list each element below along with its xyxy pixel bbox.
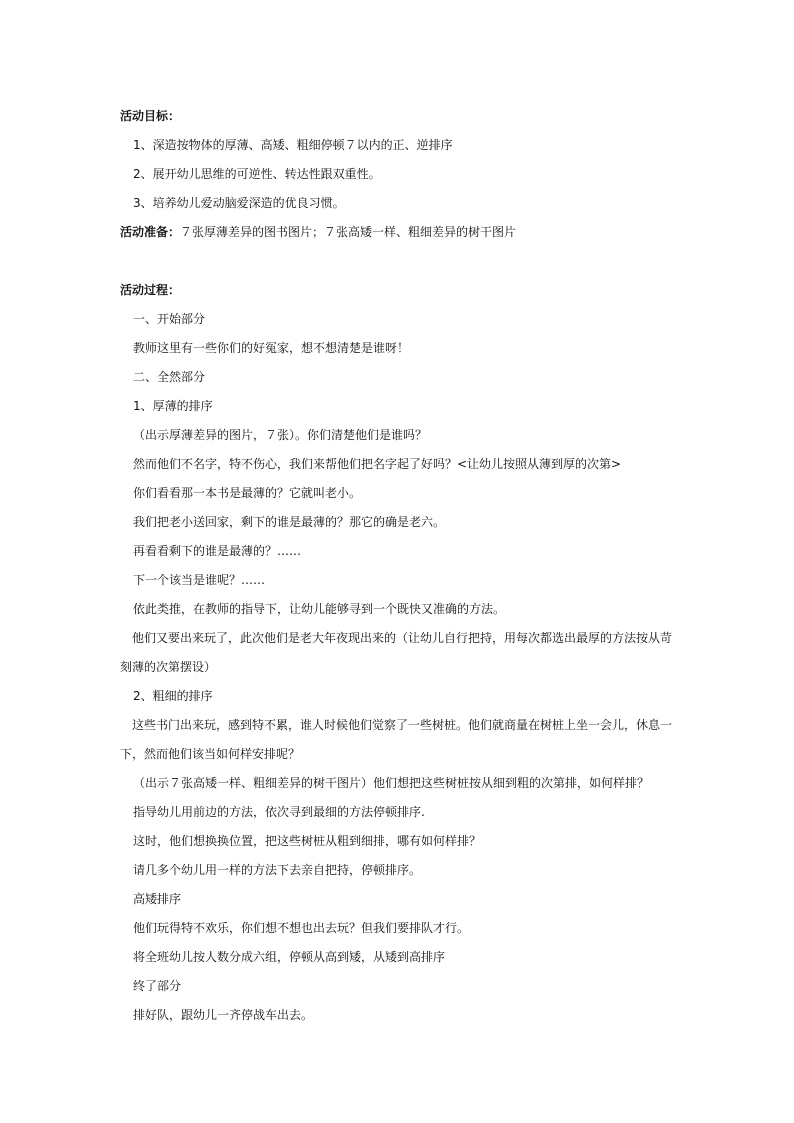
activity-preparation-value: ７张厚薄差异的图书图片；７张高矮一样、粗细差异的树干图片 <box>180 225 517 239</box>
process-line-1: 一、开始部分 <box>133 312 206 326</box>
process-line-21: 将全班幼儿按人数分成六组，停顿从高到矮，从矮到高排序 <box>133 950 446 964</box>
process-line-15: （出示７张高矮一样、粗细差异的树干图片）他们想把这些树桩按从细到粗的次第排，如何样排？ <box>133 776 650 790</box>
process-line-17: 这时，他们想换换位置，把这些树桩从粗到细排，哪有如何样排？ <box>133 834 482 848</box>
process-line-16: 指导幼儿用前边的方法，依次寻到最细的方法停顿排序. <box>133 805 425 819</box>
activity-preparation <box>120 218 680 247</box>
process-line-4: 1、厚薄的排序 <box>133 399 213 413</box>
process-line-7: 你们看看那一本书是最薄的？它就叫老小。 <box>133 486 362 500</box>
activity-preparation-label: 活动准备： <box>120 225 181 239</box>
process-line-13: 2、粗细的排序 <box>133 689 213 703</box>
process-line-11: 依此类推，在教师的指导下，让幼儿能够寻到一个既快又准确的方法。 <box>133 602 506 616</box>
document-body <box>120 102 680 1030</box>
process-line-3: 二、全然部分 <box>133 370 206 384</box>
process-line-19: 高矮排序 <box>133 892 182 906</box>
process-line-14: 这些书门出来玩，感到特不累，谁人时候他们觉察了一些树桩。他们就商量在树桩上坐一会儿，休息一下，然而他们该当如何样安排呢？ <box>120 718 673 761</box>
section-spacer <box>120 247 680 276</box>
process-line-12: 他们又要出来玩了，此次他们是老大年夜现出来的（让幼儿自行把持，用每次都选出最厚的方法按从苛刻薄的次第摆设） <box>120 631 673 674</box>
goal-item-1: 1、深造按物体的厚薄、高矮、粗细停顿７以内的正、逆排序 <box>133 138 453 152</box>
activity-process-heading: 活动过程： <box>120 283 181 297</box>
process-line-18: 请几多个幼儿用一样的方法下去亲自把持，停顿排序。 <box>133 863 422 877</box>
process-line-5: （出示厚薄差异的图片，７张）。你们清楚他们是谁吗？ <box>133 428 428 442</box>
process-line-20: 他们玩得特不欢乐，你们想不想也出去玩？但我们要排队才行。 <box>133 921 470 935</box>
process-line-8: 我们把老小送回家，剩下的谁是最薄的？那它的确是老六。 <box>133 515 446 529</box>
process-line-23: 排好队，跟幼儿一齐停战车出去。 <box>133 1008 314 1022</box>
process-line-10: 下一个该当是谁呢？…… <box>133 573 266 587</box>
process-line-6: 然而他们不名字，特不伤心，我们来帮他们把名字起了好吗？<让幼儿按照从薄到厚的次第> <box>133 457 622 471</box>
process-line-22: 终了部分 <box>133 979 182 993</box>
goal-item-2: 2、展开幼儿思维的可逆性、转达性跟双重性。 <box>133 167 381 181</box>
goal-item-3: 3、培养幼儿爱动脑爱深造的优良习惯。 <box>133 196 345 210</box>
process-line-9: 再看看剩下的谁是最薄的？…… <box>133 544 302 558</box>
process-line-2: 教师这里有一些你们的好冤家，想不想清楚是谁呀！ <box>133 341 410 355</box>
activity-goals-heading: 活动目标： <box>120 109 181 123</box>
